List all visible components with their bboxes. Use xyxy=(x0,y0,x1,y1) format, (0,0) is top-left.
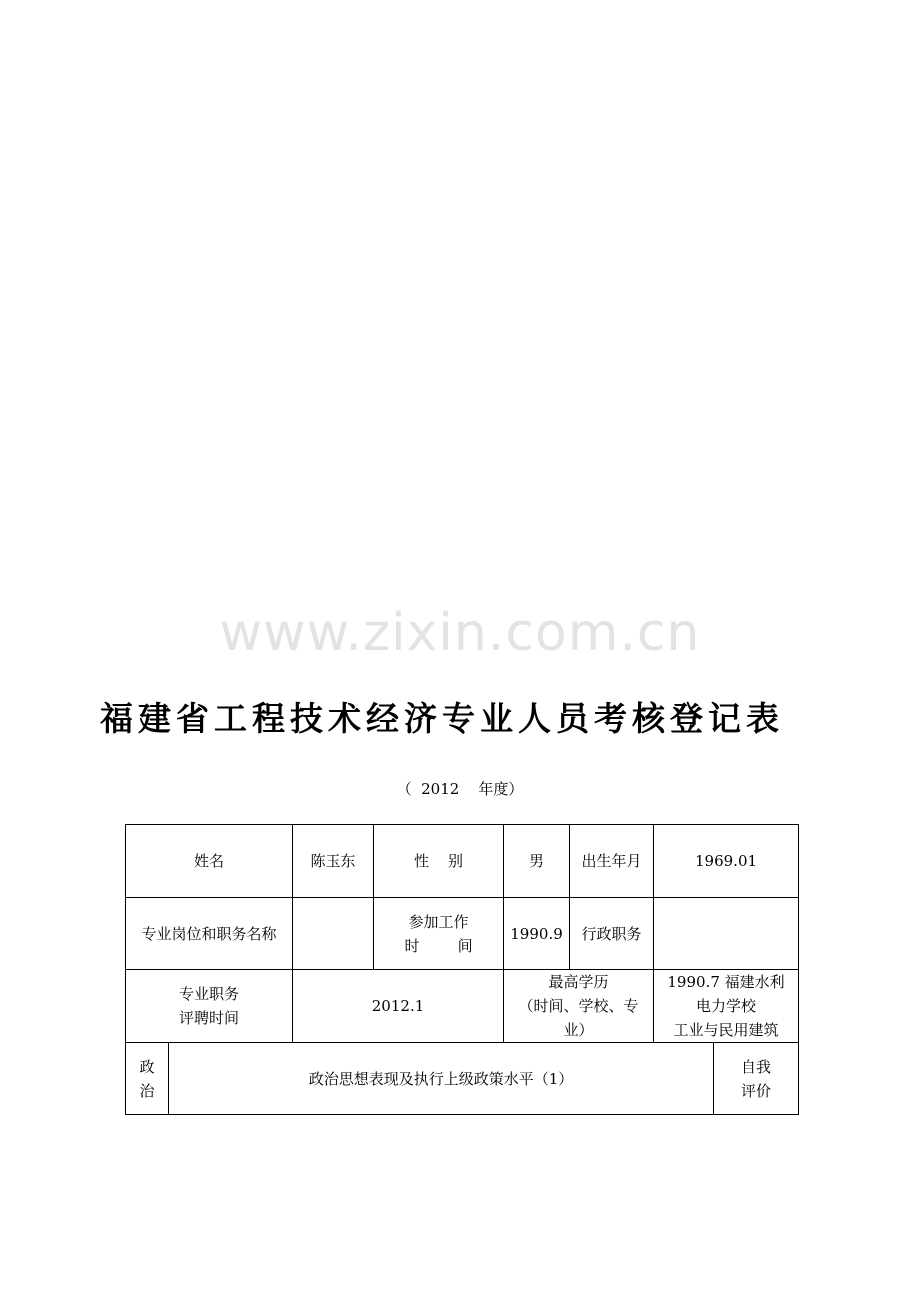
title-time-label: 专业职务 评聘时间 xyxy=(126,970,293,1043)
form-row-position xyxy=(126,898,799,970)
politics-label: 政 治 xyxy=(126,1043,169,1115)
position-label: 专业岗位和职务名称 xyxy=(126,898,293,970)
education-value: 1990.7 福建水利 电力学校 工业与民用建筑 xyxy=(654,970,799,1043)
gender-value: 男 xyxy=(504,825,570,898)
form-row-education xyxy=(126,970,799,1043)
self-evaluation-label: 自我 评价 xyxy=(714,1043,799,1115)
document-title: 福建省工程技术经济专业人员考核登记表 xyxy=(100,699,784,738)
name-label: 姓名 xyxy=(126,825,293,898)
politics-item: 政治思想表现及执行上级政策水平（1） xyxy=(169,1043,714,1115)
year-subtitle: （ 2012 年度） xyxy=(396,780,524,798)
name-value: 陈玉东 xyxy=(293,825,374,898)
registration-form-table xyxy=(125,824,799,1115)
title-time-value: 2012.1 xyxy=(293,970,504,1043)
birth-value: 1969.01 xyxy=(654,825,799,898)
birth-label: 出生年月 xyxy=(570,825,654,898)
work-start-label: 参加工作 时 间 xyxy=(374,898,504,970)
work-start-value: 1990.9 xyxy=(504,898,570,970)
position-value xyxy=(293,898,374,970)
education-label: 最高学历 （时间、学校、专 业） xyxy=(504,970,654,1043)
admin-position-label: 行政职务 xyxy=(570,898,654,970)
gender-label: 性 别 xyxy=(374,825,504,898)
form-row-basic-info xyxy=(126,825,799,898)
form-row-politics xyxy=(126,1043,799,1115)
watermark: www.zixin.com.cn xyxy=(219,603,701,663)
admin-position-value xyxy=(654,898,799,970)
